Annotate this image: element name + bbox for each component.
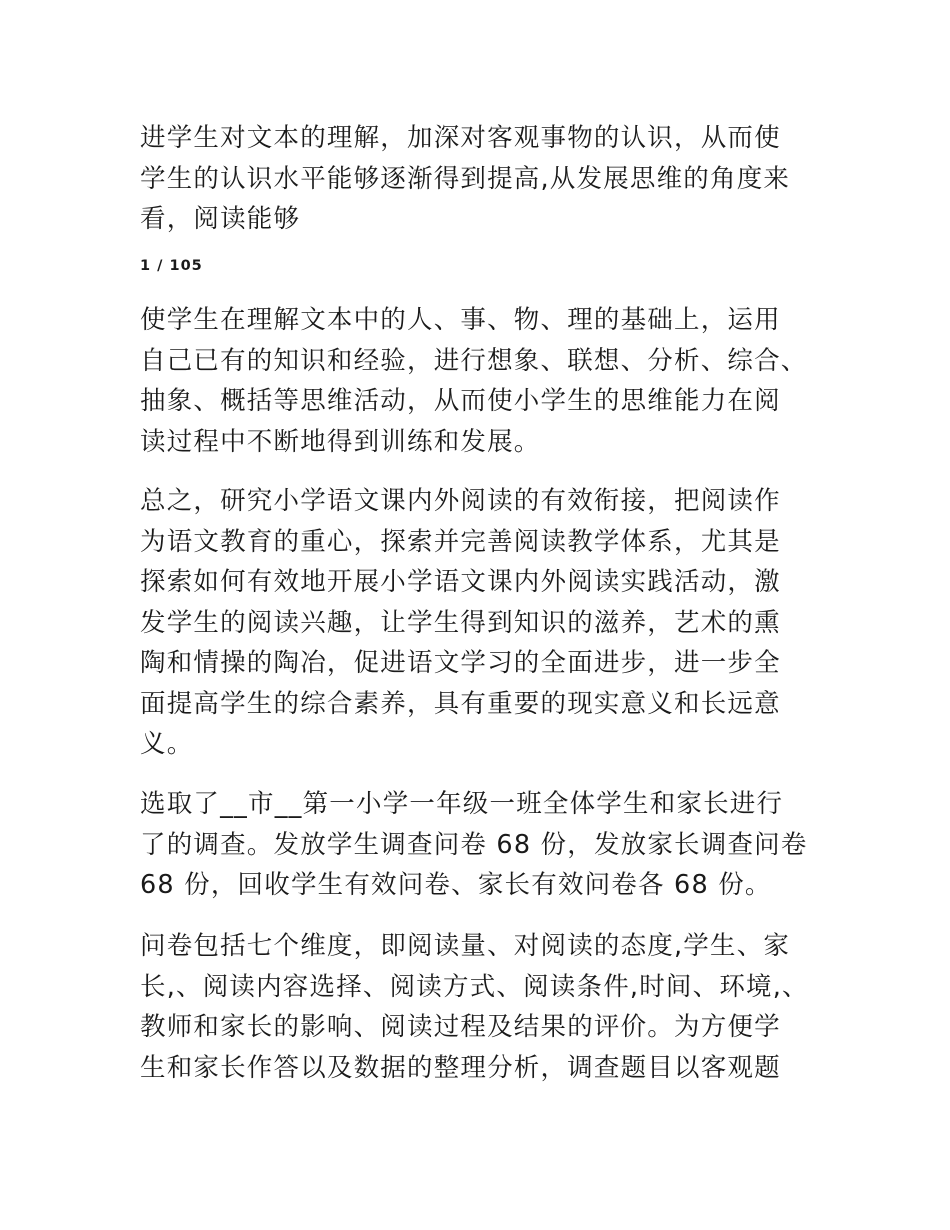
paragraph-2: 使学生在理解文本中的人、事、物、理的基础上，运用 自己已有的知识和经验，进行想象、联想、分析、综合、 抽象、概括等思维活动，从而使小学生的思维能力在阅 读过程中不断地得到训练和发展。	[140, 305, 808, 457]
paragraph-5: 问卷包括七个维度，即阅读量、对阅读的态度,学生、家 长,、阅读内容选择、阅读方式、阅读条件,时间、环境,、 教师和家长的影响、阅读过程及结果的评价。为方便学 生和家长作答以及数据的整理分析，调查题目以客观题	[140, 931, 809, 1083]
paragraph-4: 选取了__市__第一小学一年级一班全体学生和家长进行 了的调查。发放学生调查问卷 68 份，发放家长调查问卷 68 份，回收学生有效问卷、家长有效问卷各 68 份。	[140, 789, 808, 900]
paragraph-3: 总之，研究小学语文课内外阅读的有效衔接，把阅读作 为语文教育的重心，探索并完善阅读教学体系，尤其是 探索如何有效地开展小学语文课内外阅读实践活动，激 发学生的阅读兴趣，让学生得到知识的滋养，艺术的熏 陶和情操的陶冶，促进语文学习的全面进步，进一步全 面提高学生的综合素养，具有重要的现实意义和长远意 义。	[140, 486, 781, 759]
page-number: 1 / 105	[140, 258, 203, 274]
paragraph-1: 进学生对文本的理解，加深对客观事物的认识，从而使 学生的认识水平能够逐渐得到提高,从发展思维的角度来 看，阅读能够	[140, 123, 791, 234]
